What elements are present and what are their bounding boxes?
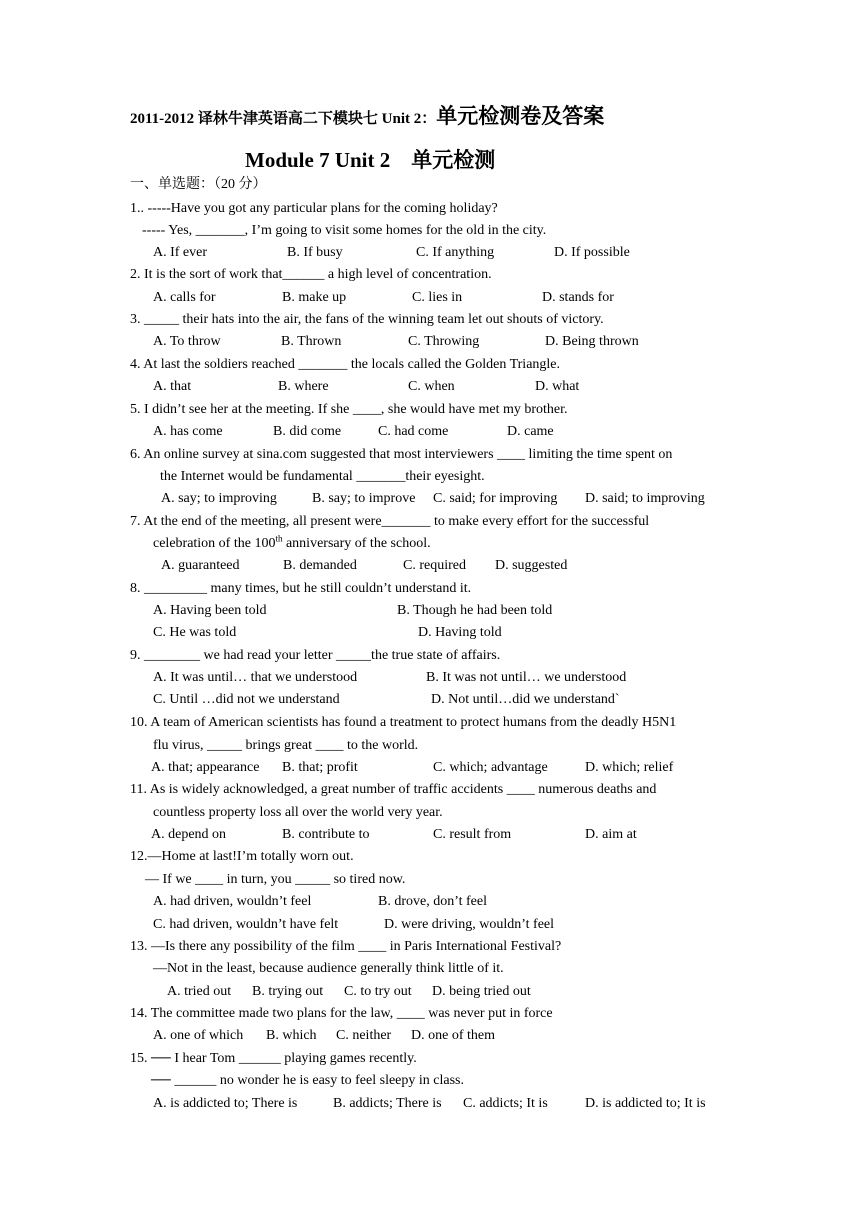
question-4-line-1: 4. At last the soldiers reached _______ the locals called the Golden Triangle. bbox=[130, 357, 561, 372]
question-6-option-c: C. said; for improving bbox=[433, 491, 558, 506]
question-11-line-2: countless property loss all over the world very year. bbox=[153, 805, 443, 820]
question-9-line-1: 9. ________ we had read your letter _____the true state of affairs. bbox=[130, 648, 501, 663]
question-6-option-a: A. say; to improving bbox=[161, 491, 277, 506]
question-6-option-b: B. say; to improve bbox=[312, 491, 416, 506]
question-13-line-1: 13. —Is there any possibility of the film ____ in Paris International Festival? bbox=[130, 939, 562, 954]
question-12-line-2: — If we ____ in turn, you _____ so tired now. bbox=[145, 872, 406, 887]
question-15-option-d: D. is addicted to; It is bbox=[585, 1096, 706, 1111]
question-4-option-b: B. where bbox=[278, 379, 329, 394]
question-15-option-c: C. addicts; It is bbox=[463, 1096, 548, 1111]
question-11-option-a: A. depend on bbox=[151, 827, 227, 842]
question-7-option-a: A. guaranteed bbox=[161, 558, 240, 573]
question-10-option-a: A. that; appearance bbox=[151, 760, 260, 775]
question-12-option-a: A. had driven, wouldn’t feel bbox=[153, 894, 312, 909]
title-main: 单元检测卷及答案 bbox=[436, 104, 605, 128]
question-11-option-c: C. result from bbox=[433, 827, 512, 842]
question-13-line-2: —Not in the least, because audience generally think little of it. bbox=[153, 961, 504, 976]
section-heading: 一、单选题：（20 分） bbox=[130, 177, 267, 192]
question-7-option-b: B. demanded bbox=[283, 558, 357, 573]
question-1-line-2: ----- Yes, _______, I’m going to visit some homes for the old in the city. bbox=[142, 223, 547, 238]
q7-line2-before: celebration of the 100 bbox=[153, 536, 276, 551]
question-3-option-d: D. Being thrown bbox=[545, 334, 639, 349]
question-5-option-a: A. has come bbox=[153, 424, 223, 439]
question-15-option-a: A. is addicted to; There is bbox=[153, 1096, 298, 1111]
question-5-option-d: D. came bbox=[507, 424, 554, 439]
question-4-option-d: D. what bbox=[535, 379, 580, 394]
document-subtitle: Module 7 Unit 2 单元检测 bbox=[245, 148, 496, 172]
question-10-line-1: 10. A team of American scientists has found a treatment to protect humans from the deadly H5N1 bbox=[130, 715, 677, 730]
question-6-line-1: 6. An online survey at sina.com suggested that most interviewers ____ limiting the time spent on bbox=[130, 447, 673, 462]
question-13-option-c: C. to try out bbox=[344, 984, 412, 999]
document-title bbox=[130, 104, 604, 131]
question-1-option-d: D. If possible bbox=[554, 245, 630, 260]
question-6-line-2: the Internet would be fundamental _______their eyesight. bbox=[160, 469, 485, 484]
q7-line2-after: anniversary of the school. bbox=[282, 536, 431, 551]
question-10-option-d: D. which; relief bbox=[585, 760, 674, 775]
question-5-option-b: B. did come bbox=[273, 424, 342, 439]
question-12-option-d: D. were driving, wouldn’t feel bbox=[384, 917, 555, 932]
question-8-option-d: D. Having told bbox=[418, 625, 502, 640]
question-7-option-c: C. required bbox=[403, 558, 466, 573]
question-9-option-b: B. It was not until… we understood bbox=[426, 670, 627, 685]
question-1-option-a: A. If ever bbox=[153, 245, 208, 260]
question-10-line-2: flu virus, _____ brings great ____ to the world. bbox=[153, 738, 419, 753]
question-8-option-b: B. Though he had been told bbox=[397, 603, 553, 618]
question-2-option-b: B. make up bbox=[282, 290, 347, 305]
q7-line2-sup: th bbox=[275, 533, 283, 544]
question-4-option-a: A. that bbox=[153, 379, 192, 394]
question-1-option-b: B. If busy bbox=[287, 245, 343, 260]
question-12-option-b: B. drove, don’t feel bbox=[378, 894, 487, 909]
question-3-line-1: 3. _____ their hats into the air, the fans of the winning team let out shouts of victory. bbox=[130, 312, 604, 327]
question-7-line-1: 7. At the end of the meeting, all present were_______ to make every effort for the successful bbox=[130, 514, 650, 529]
question-13-option-b: B. trying out bbox=[252, 984, 324, 999]
question-12-option-c: C. had driven, wouldn’t have felt bbox=[153, 917, 339, 932]
question-13-option-d: D. being tried out bbox=[432, 984, 531, 999]
question-14-option-c: C. neither bbox=[336, 1028, 392, 1043]
question-7-line-2 bbox=[153, 535, 431, 553]
question-14-line-1: 14. The committee made two plans for the law, ____ was never put in force bbox=[130, 1006, 553, 1021]
question-6-option-d: D. said; to improving bbox=[585, 491, 705, 506]
question-4-option-c: C. when bbox=[408, 379, 455, 394]
question-13-option-a: A. tried out bbox=[167, 984, 232, 999]
question-8-line-1: 8. _________ many times, but he still couldn’t understand it. bbox=[130, 581, 472, 596]
question-14-option-a: A. one of which bbox=[153, 1028, 244, 1043]
question-8-option-c: C. He was told bbox=[153, 625, 237, 640]
question-9-option-c: C. Until …did not we understand bbox=[153, 692, 340, 707]
question-3-option-a: A. To throw bbox=[153, 334, 221, 349]
question-15-line-2: ── ______ no wonder he is easy to feel sleepy in class. bbox=[151, 1073, 464, 1088]
question-3-option-c: C. Throwing bbox=[408, 334, 480, 349]
question-8-option-a: A. Having been told bbox=[153, 603, 267, 618]
question-3-option-b: B. Thrown bbox=[281, 334, 342, 349]
question-2-option-d: D. stands for bbox=[542, 290, 614, 305]
question-1-line-1: 1.. -----Have you got any particular plans for the coming holiday? bbox=[130, 201, 498, 216]
question-5-option-c: C. had come bbox=[378, 424, 449, 439]
question-15-line-1: 15. ── I hear Tom ______ playing games recently. bbox=[130, 1051, 417, 1066]
question-14-option-b: B. which bbox=[266, 1028, 317, 1043]
question-11-option-b: B. contribute to bbox=[282, 827, 370, 842]
question-15-option-b: B. addicts; There is bbox=[333, 1096, 442, 1111]
question-7-option-d: D. suggested bbox=[495, 558, 568, 573]
question-10-option-c: C. which; advantage bbox=[433, 760, 548, 775]
question-2-line-1: 2. It is the sort of work that______ a high level of concentration. bbox=[130, 267, 492, 282]
question-2-option-c: C. lies in bbox=[412, 290, 463, 305]
question-5-line-1: 5. I didn’t see her at the meeting. If she ____, she would have met my brother. bbox=[130, 402, 568, 417]
question-1-option-c: C. If anything bbox=[416, 245, 495, 260]
title-prefix: 2011-2012 译林牛津英语高二下模块七 Unit 2： bbox=[130, 111, 437, 127]
question-11-option-d: D. aim at bbox=[585, 827, 637, 842]
question-10-option-b: B. that; profit bbox=[282, 760, 358, 775]
question-2-option-a: A. calls for bbox=[153, 290, 216, 305]
question-9-option-d: D. Not until…did we understand` bbox=[431, 692, 620, 707]
question-11-line-1: 11. As is widely acknowledged, a great number of traffic accidents ____ numerous deaths and bbox=[130, 782, 657, 797]
question-14-option-d: D. one of them bbox=[411, 1028, 495, 1043]
question-12-line-1: 12.—Home at last!I’m totally worn out. bbox=[130, 849, 354, 864]
question-9-option-a: A. It was until… that we understood bbox=[153, 670, 358, 685]
